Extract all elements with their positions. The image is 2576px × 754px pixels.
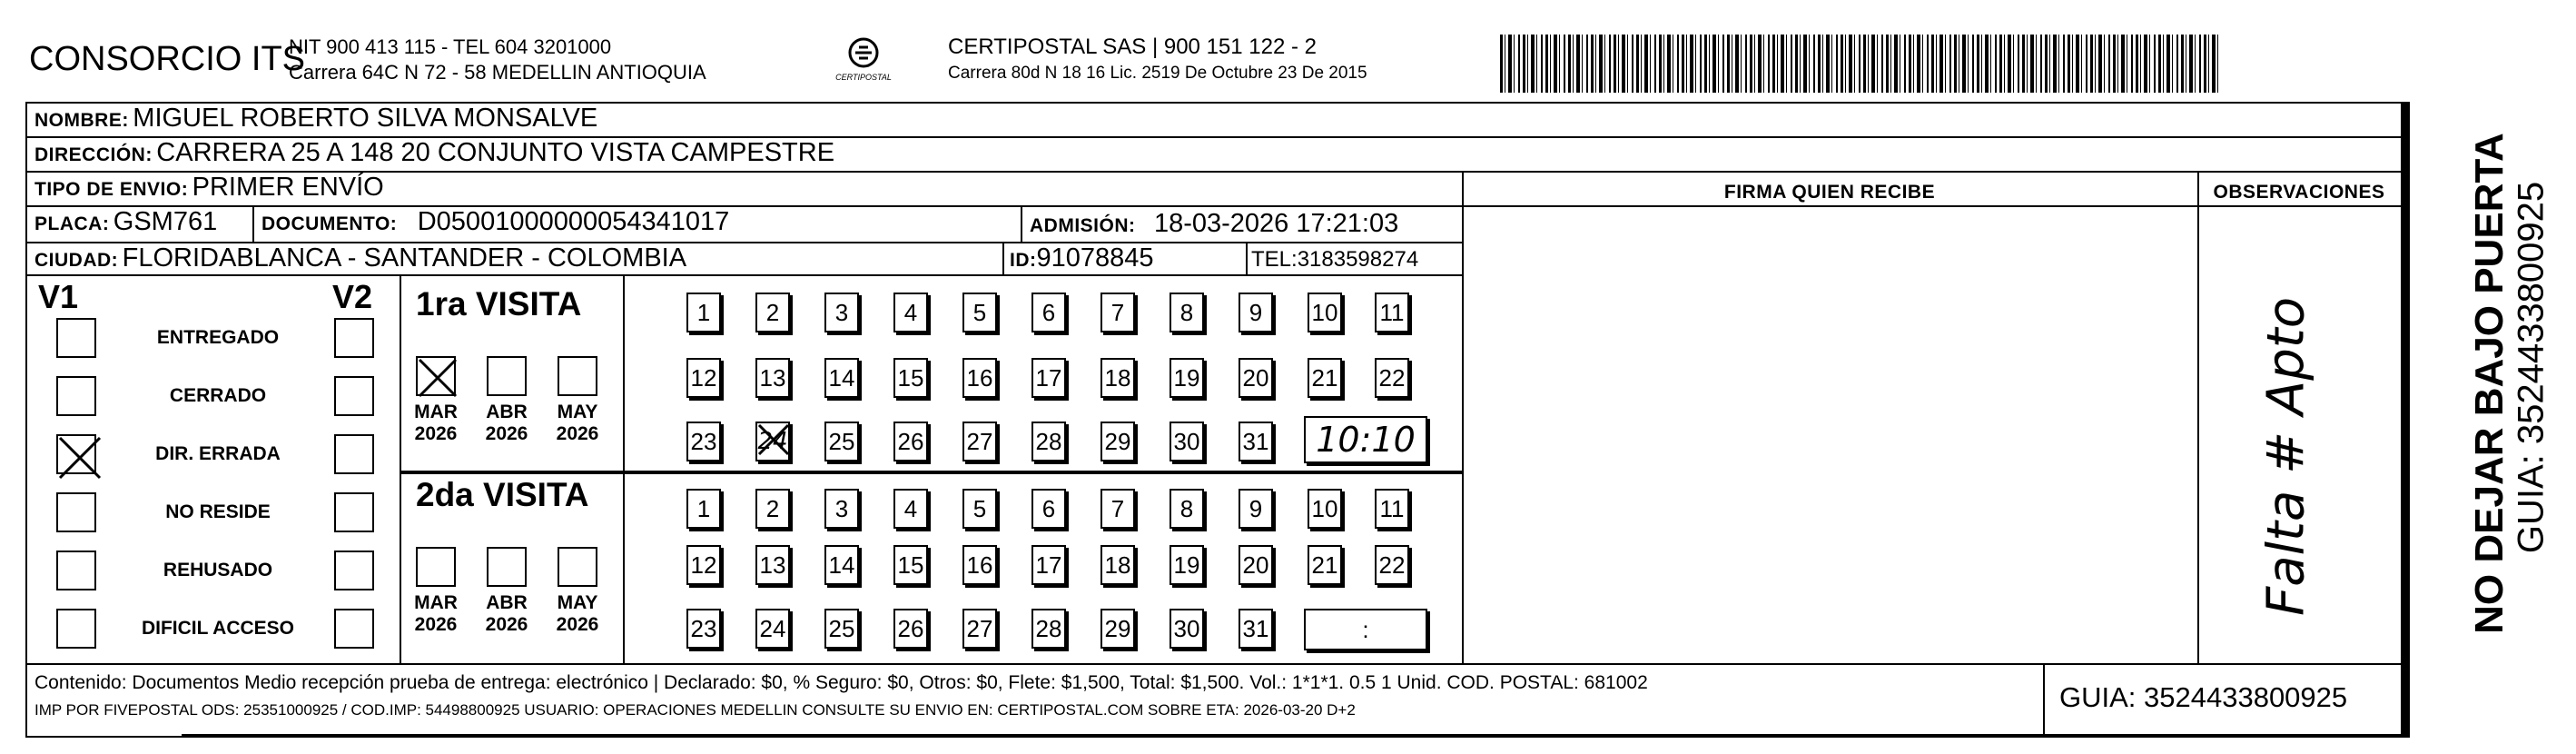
check-mark-icon [755,422,792,458]
company-address: Carrera 64C N 72 - 58 MEDELLIN ANTIOQUIA [289,61,706,84]
day-box-29[interactable]: 29 [1100,422,1135,461]
admision-field [1030,209,1398,239]
visita1-title: 1ra VISITA [416,285,582,322]
v1-checkbox-4[interactable] [56,551,96,590]
tipo-row [35,173,384,203]
certipostal-logo-icon [832,33,895,91]
v2-label: V2 [332,278,373,315]
day-box-3[interactable]: 3 [824,489,859,529]
day-box-8[interactable]: 8 [1170,293,1204,332]
v1-label: V1 [38,278,79,315]
company-name: CONSORCIO ITS [29,40,306,78]
visita1-time[interactable]: 10:10 [1304,416,1427,463]
day-box-2[interactable]: 2 [755,293,790,332]
day-box-18[interactable]: 18 [1100,358,1135,398]
day-box-14[interactable]: 14 [824,545,859,585]
nombre-value: MIGUEL ROBERTO SILVA MONSALVE [133,104,598,133]
month-label-abr: ABR 2026 [485,592,528,635]
v1-checkbox-5[interactable] [56,609,96,649]
day-box-12[interactable]: 12 [686,545,721,585]
day-box-10[interactable]: 10 [1308,489,1342,529]
day-box-15[interactable]: 15 [893,358,928,398]
v2-checkbox-1[interactable] [334,376,374,416]
visita2-title: 2da VISITA [416,476,589,513]
day-box-10[interactable]: 10 [1308,293,1342,332]
v1-checkbox-2[interactable] [56,434,96,474]
day-box-27[interactable]: 27 [962,609,997,649]
tel-value: 3183598274 [1297,247,1419,272]
day-box-17[interactable]: 17 [1031,358,1066,398]
month-checkbox-mar[interactable] [416,356,456,396]
direccion-value: CARRERA 25 A 148 20 CONJUNTO VISTA CAMPESTRE [156,138,835,167]
nombre-label: NOMBRE: [35,110,129,131]
month-label-may: MAY 2026 [556,402,599,444]
carrier-address: Carrera 80d N 18 16 Lic. 2519 De Octubre 23 De 2015 [948,64,1367,83]
day-box-19[interactable]: 19 [1170,545,1204,585]
day-box-7[interactable]: 7 [1100,293,1135,332]
tel-field [1251,247,1418,273]
day-box-9[interactable]: 9 [1239,293,1273,332]
day-box-13[interactable]: 13 [755,358,790,398]
day-box-31[interactable]: 31 [1239,422,1273,461]
id-field [1010,243,1154,273]
side-warning: NO DEJAR BAJO PUERTA [2467,133,2512,634]
day-box-4[interactable]: 4 [893,293,928,332]
footer-impresion: IMP POR FIVEPOSTAL ODS: 25351000925 / COD.IMP: 54498800925 USUARIO: OPERACIONES MEDELLIN CONSULTE SU ENVIO EN: CERTIPOSTAL.COM SOBRE ETA: 2026-03-20 D+2 [35,701,1356,719]
day-box-9[interactable]: 9 [1239,489,1273,529]
direccion-row [35,138,834,168]
status-label-5: DIFICIL ACCESO [141,618,294,639]
documento-label: DOCUMENTO: [262,213,398,234]
status-label-4: REHUSADO [163,560,273,580]
ciudad-value: FLORIDABLANCA - SANTANDER - COLOMBIA [122,243,687,273]
v2-checkbox-2[interactable] [334,434,374,474]
status-label-1: CERRADO [169,385,267,406]
company-nit: NIT 900 413 115 - TEL 604 3201000 [289,35,612,58]
day-box-2[interactable]: 2 [755,489,790,529]
status-label-0: ENTREGADO [156,327,280,348]
day-box-8[interactable]: 8 [1170,489,1204,529]
logo-text: CERTIPOSTAL [835,73,892,82]
footer-guia: GUIA: 3524433800925 [2059,681,2348,713]
day-box-6[interactable]: 6 [1031,489,1066,529]
documento-field [262,207,729,237]
admision-value: 18-03-2026 17:21:03 [1153,209,1399,238]
v2-checkbox-4[interactable] [334,551,374,590]
day-box-1[interactable]: 1 [686,489,721,529]
day-box-25[interactable]: 25 [824,609,859,649]
day-box-26[interactable]: 26 [893,422,928,461]
side-panel [2412,105,2566,650]
day-box-6[interactable]: 6 [1031,293,1066,332]
day-box-4[interactable]: 4 [893,489,928,529]
day-box-25[interactable]: 25 [824,422,859,461]
barcode [1500,35,2219,93]
frame-shadow-right [2403,102,2410,738]
observaciones-header: OBSERVACIONES [2213,182,2385,203]
day-box-20[interactable]: 20 [1239,545,1273,585]
month-label-mar: MAR 2026 [414,592,458,635]
observaciones-handwritten: Falta # Apto [2256,297,2316,616]
day-box-22[interactable]: 22 [1375,545,1409,585]
admision-label: ADMISIÓN: [1030,215,1136,236]
id-label: ID: [1010,250,1037,271]
footer-contenido: Contenido: Documentos Medio recepción prueba de entrega: electrónico | Declarado: $0, % Seguro: $0, Otros: $0, Flete: $1,500, Total: $1,500. Vol.: 1*1*1. 0.5 1 Unid. COD. POSTAL: 681002 [35,672,1648,693]
month-checkbox-abr[interactable] [487,356,527,396]
id-value: 91078845 [1036,243,1154,273]
tipo-value: PRIMER ENVÍO [192,173,384,202]
day-box-11[interactable]: 11 [1375,293,1409,332]
day-box-29[interactable]: 29 [1100,609,1135,649]
day-box-5[interactable]: 5 [962,293,997,332]
firma-header: FIRMA QUIEN RECIBE [1723,182,1936,203]
day-box-17[interactable]: 17 [1031,545,1066,585]
v1-checkbox-3[interactable] [56,492,96,532]
day-box-30[interactable]: 30 [1170,422,1204,461]
day-box-7[interactable]: 7 [1100,489,1135,529]
v2-checkbox-5[interactable] [334,609,374,649]
day-box-21[interactable]: 21 [1308,545,1342,585]
day-box-24[interactable]: 24 [755,609,790,649]
placa-value: GSM761 [113,207,218,236]
month-checkbox-may[interactable] [558,547,597,587]
month-checkbox-mar[interactable] [416,547,456,587]
day-box-22[interactable]: 22 [1375,358,1409,398]
day-box-18[interactable]: 18 [1100,545,1135,585]
day-box-14[interactable]: 14 [824,358,859,398]
certipostal-logo [832,33,895,91]
ciudad-label: CIUDAD: [35,250,119,271]
v1-checkbox-1[interactable] [56,376,96,416]
ciudad-field [35,243,686,273]
tel-label: TEL: [1251,247,1298,272]
day-box-16[interactable]: 16 [962,358,997,398]
day-box-27[interactable]: 27 [962,422,997,461]
direccion-label: DIRECCIÓN: [35,144,153,165]
status-label-3: NO RESIDE [165,501,271,522]
day-box-28[interactable]: 28 [1031,609,1066,649]
day-box-21[interactable]: 21 [1308,358,1342,398]
day-box-3[interactable]: 3 [824,293,859,332]
month-checkbox-abr[interactable] [487,547,527,587]
day-box-1[interactable]: 1 [686,293,721,332]
day-box-19[interactable]: 19 [1170,358,1204,398]
frame-shadow-bottom [182,734,2410,738]
month-label-mar: MAR 2026 [414,402,458,444]
day-box-23[interactable]: 23 [686,422,721,461]
firma-area[interactable] [1466,207,2196,661]
month-label-abr: ABR 2026 [485,402,528,444]
placa-field [35,207,217,237]
v2-checkbox-3[interactable] [334,492,374,532]
status-label-2: DIR. ERRADA [155,443,281,464]
day-box-5[interactable]: 5 [962,489,997,529]
day-box-28[interactable]: 28 [1031,422,1066,461]
v1-checkbox-0[interactable] [56,318,96,358]
visita2-time[interactable]: : [1304,609,1427,650]
day-box-30[interactable]: 30 [1170,609,1204,649]
day-box-16[interactable]: 16 [962,545,997,585]
day-box-23[interactable]: 23 [686,609,721,649]
month-label-may: MAY 2026 [556,592,599,635]
month-checkbox-may[interactable] [558,356,597,396]
day-box-26[interactable]: 26 [893,609,928,649]
check-mark-icon [416,356,459,400]
day-box-12[interactable]: 12 [686,358,721,398]
nombre-row [35,104,597,134]
check-mark-icon [56,434,104,481]
documento-value: D05001000000054341017 [417,207,730,236]
day-box-31[interactable]: 31 [1239,609,1273,649]
day-box-24[interactable]: 24 [755,422,790,461]
day-box-20[interactable]: 20 [1239,358,1273,398]
carrier-name: CERTIPOSTAL SAS | 900 151 122 - 2 [948,35,1317,59]
observaciones-area[interactable] [2205,245,2368,645]
day-box-11[interactable]: 11 [1375,489,1409,529]
tipo-label: TIPO DE ENVIO: [35,179,189,200]
side-guia: GUIA: 3524433800925 [2511,181,2551,554]
v2-checkbox-0[interactable] [334,318,374,358]
placa-label: PLACA: [35,213,110,234]
day-box-13[interactable]: 13 [755,545,790,585]
day-box-15[interactable]: 15 [893,545,928,585]
